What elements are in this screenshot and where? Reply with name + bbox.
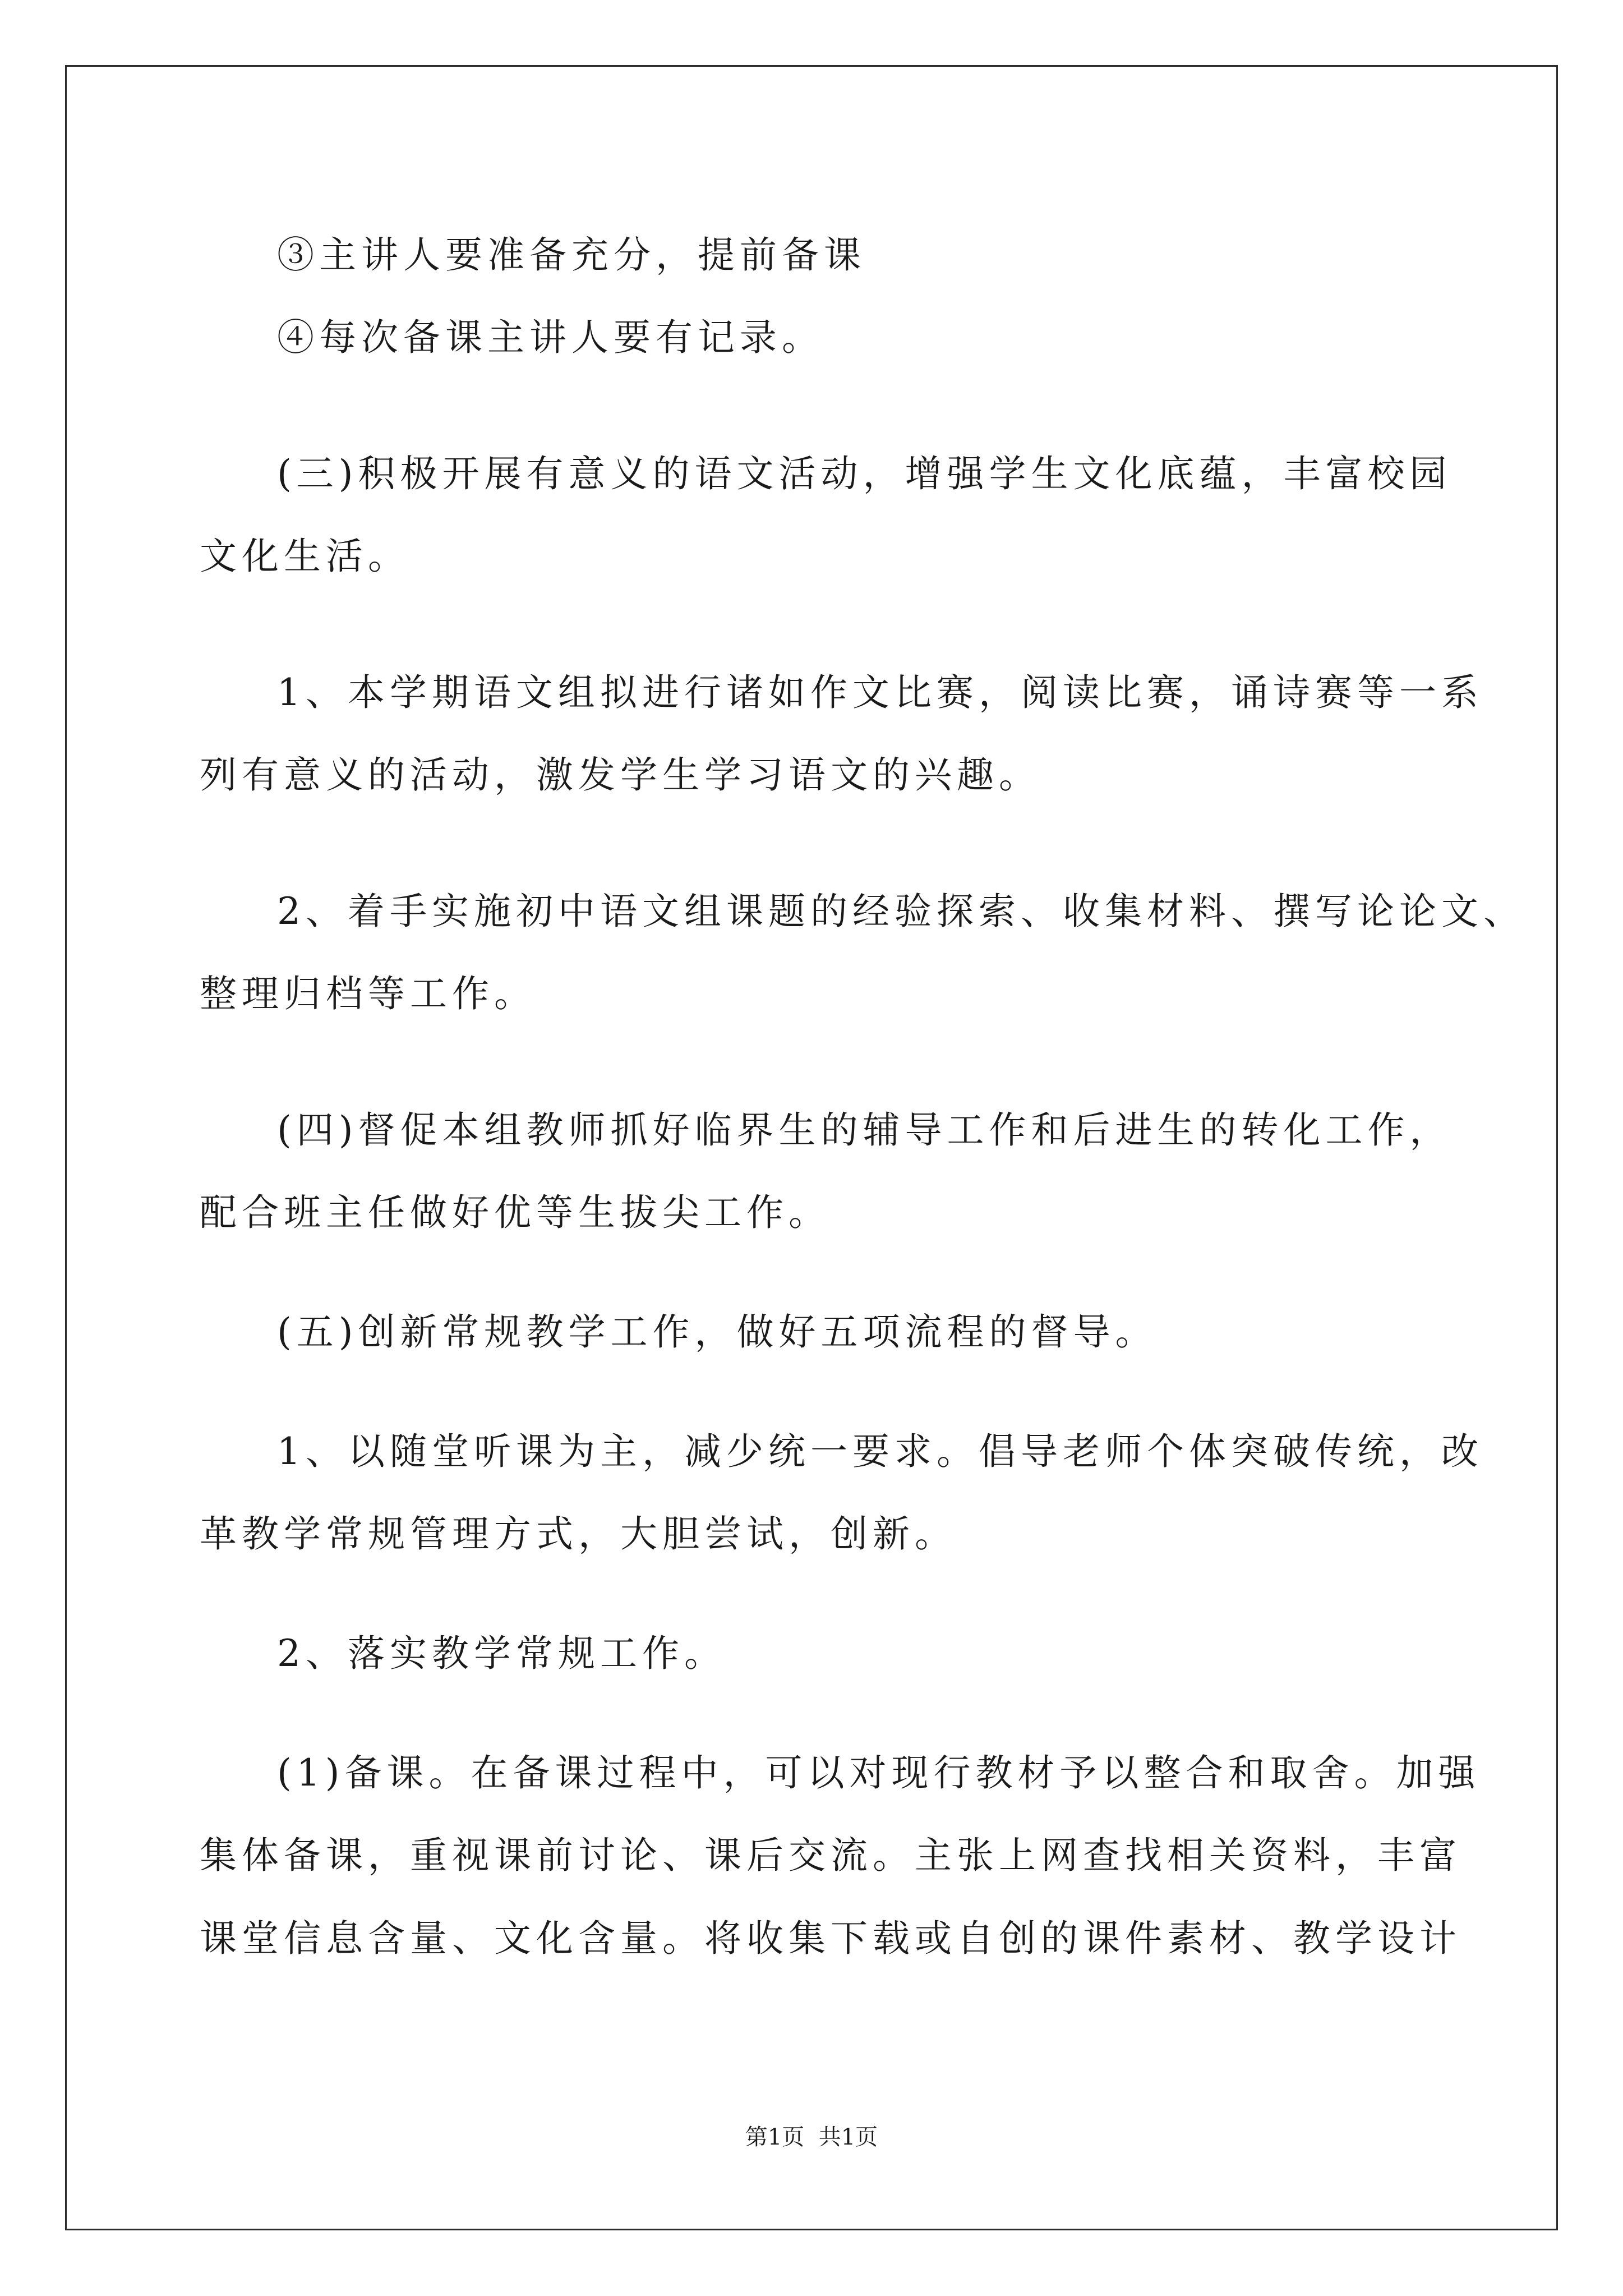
paragraph-line: 文化生活。 bbox=[200, 535, 410, 578]
paragraph-line: 整理归档等工作。 bbox=[200, 972, 536, 1015]
paragraph-line: (五)创新常规教学工作，做好五项流程的督导。 bbox=[277, 1310, 1158, 1354]
paragraph-line: (四)督促本组教师抓好临界生的辅导工作和后进生的转化工作， bbox=[277, 1108, 1452, 1152]
paragraph-line: 1、本学期语文组拟进行诸如作文比赛，阅读比赛，诵诗赛等一系 bbox=[277, 671, 1483, 714]
paragraph-line: (三)积极开展有意义的语文活动，增强学生文化底蕴，丰富校园 bbox=[277, 452, 1452, 495]
page-number-footer: 第1页 共1页 bbox=[745, 2124, 878, 2150]
paragraph-line: 2、着手实施初中语文组课题的经验探索、收集材料、撰写论论文、 bbox=[277, 890, 1525, 933]
paragraph-line: (1)备课。在备课过程中，可以对现行教材予以整合和取舍。加强 bbox=[277, 1751, 1481, 1795]
paragraph-line: ④每次备课主讲人要有记录。 bbox=[277, 316, 824, 359]
paragraph-line: 革教学常规管理方式，大胆尝试，创新。 bbox=[200, 1512, 957, 1556]
paragraph-line: ③主讲人要准备充分，提前备课 bbox=[277, 233, 866, 277]
paragraph-line: 列有意义的活动，激发学生学习语文的兴趣。 bbox=[200, 753, 1041, 797]
paragraph-line: 配合班主任做好优等生拔尖工作。 bbox=[200, 1191, 831, 1234]
paragraph-line: 2、落实教学常规工作。 bbox=[277, 1632, 726, 1675]
paragraph-line: 1、以随堂听课为主，减少统一要求。倡导老师个体突破传统，改 bbox=[277, 1430, 1483, 1473]
paragraph-line: 课堂信息含量、文化含量。将收集下载或自创的课件素材、教学设计 bbox=[200, 1917, 1461, 1960]
paragraph-line: 集体备课，重视课前讨论、课后交流。主张上网查找相关资料，丰富 bbox=[200, 1834, 1461, 1877]
